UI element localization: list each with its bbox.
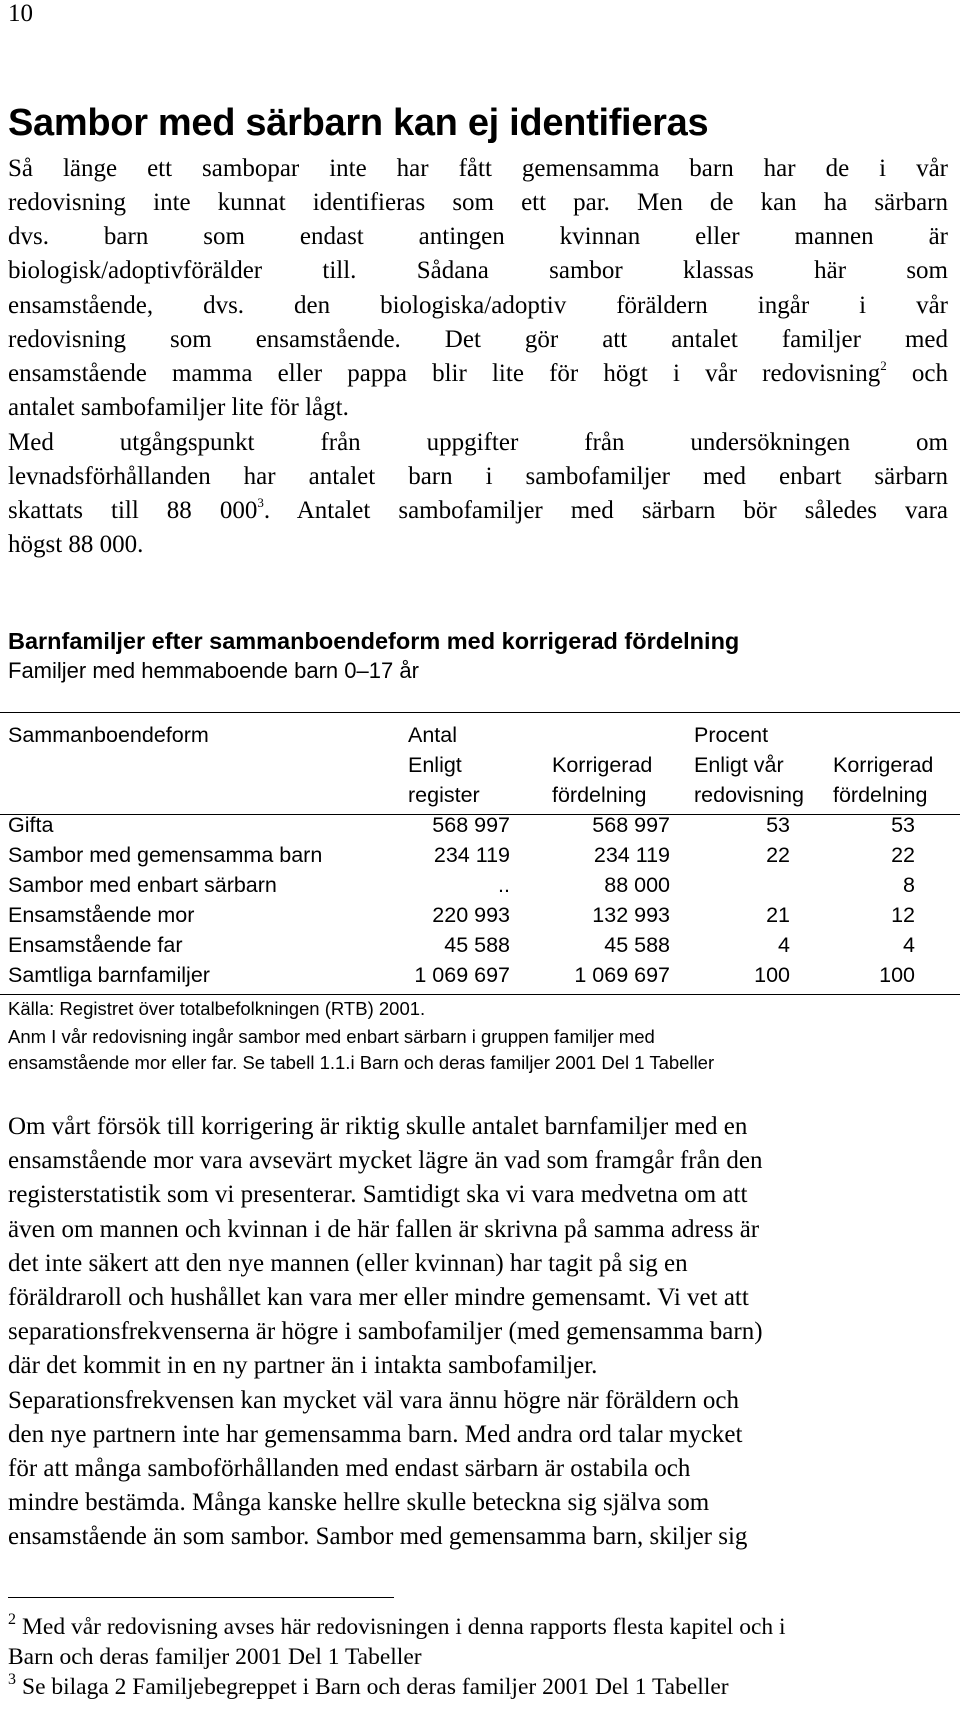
paragraph-line: registerstatistik som vi presenterar. Samtidigt ska vi vara medvetna om att xyxy=(8,1181,748,1209)
table-cell: 21 xyxy=(766,903,790,927)
table-cell: 12 xyxy=(891,903,915,927)
footnote-ref: 2 xyxy=(880,358,887,373)
paragraph-line: där det kommit in en ny partner än i intakta sambofamiljer. xyxy=(8,1352,598,1380)
paragraph-line: ensamstående mor vara avsevärt mycket lägre än vad som framgår från den xyxy=(8,1147,763,1175)
column-header-korrigerad-line2: fördelning xyxy=(552,783,647,807)
table-cell: 568 997 xyxy=(432,813,510,837)
table-cell: 1 069 697 xyxy=(574,963,670,987)
table-title: Barnfamiljer efter sammanboendeform med korrigerad fördelning xyxy=(8,628,740,654)
paragraph-line: redovisning inte kunnat identifieras som ett par. Men de kan ha särbarn xyxy=(8,189,948,216)
paragraph-line: det inte säkert att den nye mannen (eller kvinnan) har tagit på sig en xyxy=(8,1249,688,1277)
paragraph-line: den nye partnern inte har gemensamma barn. Med andra ord talar mycket xyxy=(8,1420,743,1448)
paragraph-line: ensamstående än som sambor. Sambor med gemensamma barn, skiljer sig xyxy=(8,1523,748,1551)
table-cell: 568 997 xyxy=(592,813,670,837)
paragraph-line: för att många samboförhållanden med endast särbarn är ostabila och xyxy=(8,1455,691,1483)
column-header-enligt-register-line1: Enligt xyxy=(408,753,462,777)
table-cell: 45 588 xyxy=(444,933,510,957)
footnote-number: 3 xyxy=(8,1671,16,1688)
paragraph-line: föräldraroll och hushållet kan vara mer eller mindre gemensamt. Vi vet att xyxy=(8,1284,749,1312)
table-note-line1: Anm I vår redovisning ingår sambor med enbart särbarn i gruppen familjer med xyxy=(8,1026,655,1047)
paragraph-line: ensamstående, dvs. den biologiska/adoptiv föräldern ingår i vår xyxy=(8,292,948,319)
table-cell: 234 119 xyxy=(433,843,510,867)
column-header-korrigerad-pct-line2: fördelning xyxy=(833,783,928,807)
table-cell: .. xyxy=(498,873,510,897)
table-cell: 220 993 xyxy=(432,903,510,927)
table-cell: 4 xyxy=(903,933,915,957)
paragraph-line: Så länge ett sambopar inte har fått gemensamma barn har de i vår xyxy=(8,155,948,182)
table-cell: 53 xyxy=(766,813,790,837)
table-source: Källa: Registret över totalbefolkningen (RTB) 2001. xyxy=(8,998,426,1019)
table-bottom-rule xyxy=(0,994,960,995)
column-header-enligt-register-line2: register xyxy=(408,783,480,807)
column-header-sammanboendeform: Sammanboendeform xyxy=(8,723,209,747)
table-note-line2: ensamstående mor eller far. Se tabell 1.1.i Barn och deras familjer 2001 Del 1 Tabeller xyxy=(8,1052,715,1073)
paragraph-line: högst 88 000. xyxy=(8,531,144,558)
table-top-rule xyxy=(0,712,960,713)
page-number: 10 xyxy=(8,0,33,27)
column-header-korrigerad-pct-line1: Korrigerad xyxy=(833,753,934,777)
table-cell: 8 xyxy=(903,873,915,897)
paragraph-line-with-footnote-ref: ensamstående mamma eller pappa blir lite för högt i vår redovisning$^2$ och xyxy=(8,358,948,387)
column-header-korrigerad-line1: Korrigerad xyxy=(552,753,653,777)
table-subtitle: Familjer med hemmaboende barn 0–17 år xyxy=(8,658,419,683)
table-cell: 100 xyxy=(879,963,915,987)
table-cell: 234 119 xyxy=(593,843,670,867)
body-paragraph xyxy=(8,1110,958,1555)
table-cell-label: Sambor med enbart särbarn xyxy=(8,873,277,897)
column-header-enligt-var-line1: Enligt vår xyxy=(694,753,784,777)
footnote-ref: 3 xyxy=(257,495,264,510)
table-cell-label: Sambor med gemensamma barn xyxy=(8,843,323,867)
footnote-2: $^2$ Med vår redovisning avses här redovisningen i denna rapports flesta kapitel och i xyxy=(8,1611,786,1640)
paragraph-line: mindre bestämda. Många kanske hellre skulle beteckna sig själva som xyxy=(8,1489,710,1517)
paragraph-line-with-footnote-ref: skattats till 88 $000^3$. Antalet sambofamiljer med särbarn bör således vara xyxy=(8,495,948,524)
paragraph-line: separationsfrekvenserna är högre i sambofamiljer (med gemensamma barn) xyxy=(8,1318,763,1346)
table-cell: 22 xyxy=(766,843,790,867)
table-cell: 4 xyxy=(778,933,790,957)
table-cell: 132 993 xyxy=(592,903,670,927)
footnote-3: $^3$ Se bilaga 2 Familjebegreppet i Barn och deras familjer 2001 Del 1 Tabeller xyxy=(8,1671,729,1700)
footnote-separator xyxy=(8,1597,394,1598)
table-cell: 53 xyxy=(891,813,915,837)
table-cell: 45 588 xyxy=(604,933,670,957)
footnote-number: 2 xyxy=(8,1611,16,1628)
paragraph-line: Separationsfrekvensen kan mycket väl vara ännu högre när föräldern och xyxy=(8,1386,739,1414)
paragraph-line: dvs. barn som endast antingen kvinnan eller mannen är xyxy=(8,223,948,250)
table-cell: 88 000 xyxy=(604,873,670,897)
paragraph-line: levnadsförhållanden har antalet barn i sambofamiljer med enbart särbarn xyxy=(8,463,948,490)
paragraph-line: redovisning som ensamstående. Det gör att antalet familjer med xyxy=(8,326,948,353)
table-cell: 1 069 697 xyxy=(414,963,510,987)
table-cell-label: Ensamstående far xyxy=(8,933,183,957)
paragraph-line: Om vårt försök till korrigering är riktig skulle antalet barnfamiljer med en xyxy=(8,1113,748,1140)
group-header-procent: Procent xyxy=(694,723,769,747)
section-heading: Sambor med särbarn kan ej identifieras xyxy=(8,102,709,144)
column-header-enligt-var-line2: redovisning xyxy=(694,783,804,807)
table-cell: 100 xyxy=(754,963,790,987)
footnote-2-continued: Barn och deras familjer 2001 Del 1 Tabeller xyxy=(8,1644,422,1670)
table-cell-label: Samtliga barnfamiljer xyxy=(8,963,210,987)
paragraph-line: Med utgångspunkt från uppgifter från undersökningen om xyxy=(8,429,948,456)
paragraph-line: antalet sambofamiljer lite för lågt. xyxy=(8,394,349,421)
paragraph-line: biologisk/adoptivförälder till. Sådana sambor klassas här som xyxy=(8,257,948,284)
table-cell-label: Gifta xyxy=(8,813,54,837)
table-cell-label: Ensamstående mor xyxy=(8,903,195,927)
table-cell: 22 xyxy=(891,843,915,867)
group-header-antal: Antal xyxy=(408,723,458,747)
paragraph-line: även om mannen och kvinnan i de här fallen är skrivna på samma adress är xyxy=(8,1215,760,1243)
